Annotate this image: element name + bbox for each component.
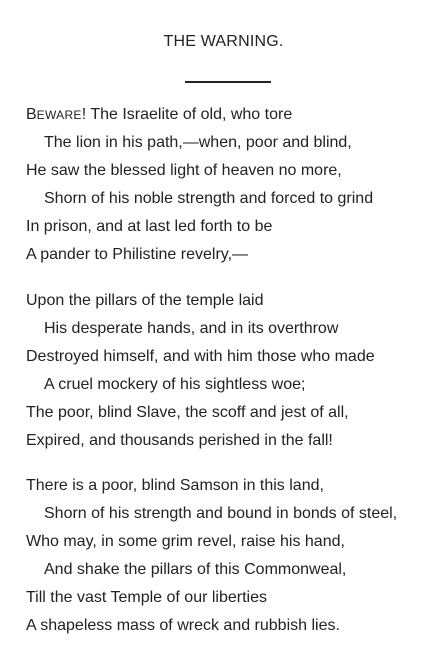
stanza-1-line-3: He saw the blessed light of heaven no more, xyxy=(26,162,342,179)
stanza-3 xyxy=(26,472,441,640)
stanza-1-line-4: Shorn of his noble strength and forced to grind xyxy=(44,190,374,207)
stanza-3-line-4: And shake the pillars of this Commonweal, xyxy=(44,561,347,578)
stanza-2-line-3: Destroyed himself, and with him those who made xyxy=(26,348,375,365)
stanza-1-line-2: The lion in his path,—when, poor and blind, xyxy=(44,134,352,151)
stanza-1-line-1 xyxy=(26,101,441,129)
stanza-3-line-3: Who may, in some grim revel, raise his hand, xyxy=(26,533,345,550)
stanza-2-line-2: His desperate hands, and in its overthrow xyxy=(44,320,339,337)
stanza-3-line-6: A shapeless mass of wreck and rubbish lies. xyxy=(26,617,340,634)
stanza-2-line-1: Upon the pillars of the temple laid xyxy=(26,292,264,309)
small-caps-word: EWARE xyxy=(36,108,82,122)
stanza-1-line-5: In prison, and at last led forth to be xyxy=(26,218,273,235)
stanza-3-line-5: Till the vast Temple of our liberties xyxy=(26,589,267,606)
stanza-2 xyxy=(26,287,441,455)
stanza-3-line-1: There is a poor, blind Samson in this land, xyxy=(26,477,324,494)
stanza-1 xyxy=(26,101,441,269)
stanza-1-line-1-text: ! The Israelite of old, who tore xyxy=(81,106,293,123)
stanza-3-line-2: Shorn of his strength and bound in bonds of steel, xyxy=(44,505,398,522)
drop-cap-letter: B xyxy=(26,106,37,123)
poem-title: THE WARNING. xyxy=(163,33,284,50)
stanza-2-line-5: The poor, blind Slave, the scoff and jest of all, xyxy=(26,404,349,421)
stanza-1-line-6: A pander to Philistine revelry,— xyxy=(26,246,249,263)
stanza-2-line-6: Expired, and thousands perished in the fall! xyxy=(26,432,333,449)
stanza-2-line-4: A cruel mockery of his sightless woe; xyxy=(44,376,306,393)
title-rule xyxy=(185,81,271,83)
